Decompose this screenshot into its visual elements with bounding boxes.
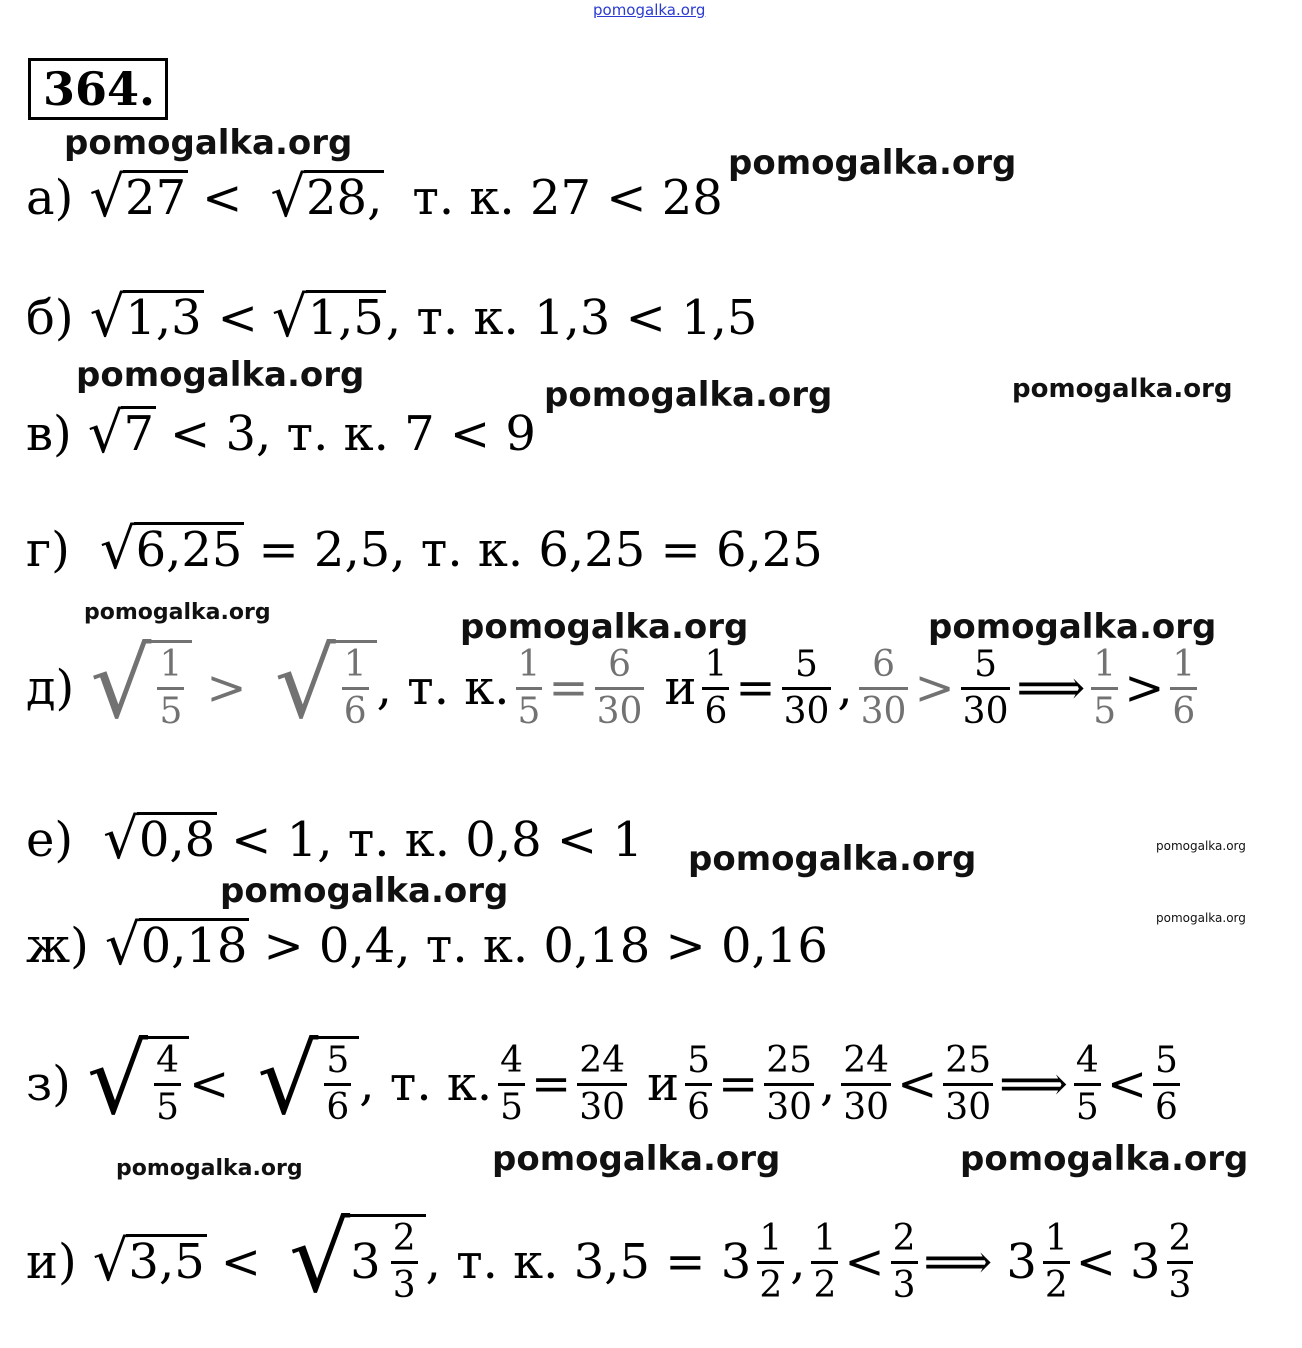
radical-sign: √ [104, 913, 141, 978]
fraction: $\frac{1}{5}$ [159, 644, 183, 732]
radicand: 28, [306, 170, 383, 226]
fraction: $\frac{1}{2}$ [813, 1217, 837, 1306]
operator: = [735, 660, 776, 716]
radical-sign: √ [103, 807, 139, 872]
row-d [26, 628, 1203, 740]
row-label: в) [26, 406, 72, 462]
sqrt-expression [288, 1202, 426, 1314]
operator: > [1124, 660, 1165, 716]
row-label: е) [26, 812, 74, 868]
watermark: pomogalka.org [1156, 911, 1246, 925]
fraction: $\frac{1}{5}$ [1093, 643, 1117, 732]
comma: , [820, 1056, 836, 1112]
radical-sign: √ [274, 628, 336, 740]
whole-part: 3 [1130, 1234, 1161, 1290]
radicand: 1,5 [307, 290, 384, 346]
sqrt-expression [270, 165, 384, 230]
sqrt-expression [99, 517, 245, 582]
fraction: $\frac{24}{30}$ [579, 1039, 626, 1128]
watermark: pomogalka.org [960, 1139, 1249, 1179]
implies-symbol: ⟹ [999, 1056, 1068, 1112]
fraction: $\frac{4}{5}$ [1075, 1039, 1099, 1128]
fraction: $\frac{4}{5}$ [156, 1040, 179, 1128]
operator: < [202, 170, 243, 226]
radical-sign: √ [90, 628, 152, 740]
operator: < [188, 1056, 230, 1112]
implies-symbol: ⟹ [1016, 660, 1086, 716]
operator: < [1075, 1234, 1116, 1290]
radicand: 6,25 [135, 522, 243, 578]
radical-sign: √ [270, 165, 307, 230]
sqrt-expression [271, 285, 386, 350]
fraction: $\frac{5}{6}$ [687, 1039, 710, 1128]
conjunction: и [647, 1056, 680, 1112]
row-label: г) [26, 522, 70, 578]
operator: < [217, 290, 258, 346]
fraction: $\frac{5}{30}$ [962, 643, 1009, 732]
reason-text: , т. к. [359, 1056, 493, 1112]
sqrt-expression [274, 628, 377, 740]
row-label: б) [26, 290, 74, 346]
fraction: $\frac{2}{3}$ [892, 1217, 916, 1306]
row-label: д) [26, 660, 75, 716]
radical-sign: √ [86, 1024, 149, 1136]
radicand: 0,18 [140, 918, 248, 974]
radical-sign: √ [89, 165, 126, 230]
radicand: 3,5 [128, 1234, 205, 1290]
watermark: pomogalka.org [116, 1156, 303, 1181]
watermark: pomogalka.org [76, 355, 365, 395]
radical-sign: √ [271, 285, 308, 350]
comma: , [790, 1234, 806, 1290]
row-v [26, 401, 536, 466]
fraction: $\frac{6}{30}$ [860, 643, 907, 732]
fraction: $\frac{25}{30}$ [766, 1039, 812, 1128]
sqrt-expression [89, 165, 188, 230]
sqrt-expression [87, 401, 156, 466]
reason-text: > 0,4, т. к. 0,18 > 0,16 [263, 918, 828, 974]
fraction: $\frac{5}{6}$ [1155, 1039, 1178, 1128]
watermark: pomogalka.org [492, 1139, 781, 1179]
operator: < [897, 1056, 938, 1112]
operator: = [531, 1056, 572, 1112]
watermark: pomogalka.org [928, 607, 1217, 647]
reason-text: < 3, т. к. 7 < 9 [169, 406, 536, 462]
watermark-top: pomogalka.org [593, 1, 706, 19]
operator: = [548, 660, 589, 716]
fraction: $\frac{4}{5}$ [500, 1039, 524, 1128]
fraction: $\frac{1}{5}$ [517, 643, 541, 732]
comma: , [837, 660, 853, 716]
watermark: pomogalka.org [1156, 839, 1246, 853]
reason-text: , т. к. [376, 660, 510, 716]
fraction: $\frac{24}{30}$ [843, 1039, 890, 1128]
row-label: и) [26, 1234, 77, 1290]
row-zh [26, 913, 828, 978]
radical-sign: √ [257, 1024, 319, 1136]
sqrt-expression [257, 1024, 359, 1136]
operator: = [717, 1056, 759, 1112]
operator: < [844, 1234, 885, 1290]
conjunction: и [664, 660, 697, 716]
reason-text: , т. к. 1,3 < 1,5 [385, 290, 758, 346]
fraction: $\frac{6}{30}$ [596, 643, 643, 732]
row-z [26, 1024, 1186, 1136]
implies-symbol: ⟹ [923, 1234, 993, 1290]
sqrt-expression [86, 1024, 189, 1136]
fraction: $\frac{5}{6}$ [326, 1040, 350, 1128]
operator: > [914, 660, 955, 716]
row-e [26, 807, 643, 872]
radical-sign: √ [99, 517, 136, 582]
row-label: з) [26, 1056, 71, 1112]
watermark: pomogalka.org [84, 600, 271, 625]
watermark: pomogalka.org [688, 839, 977, 879]
fraction: $\frac{1}{6}$ [1172, 643, 1196, 732]
fraction: $\frac{5}{30}$ [783, 643, 830, 732]
sqrt-expression [92, 1229, 207, 1294]
radicand: 0,8 [138, 812, 216, 868]
reason-text: < 1, т. к. 0,8 < 1 [231, 812, 643, 868]
watermark: pomogalka.org [460, 607, 749, 647]
operator: < [220, 1234, 261, 1290]
watermark: pomogalka.org [64, 123, 353, 163]
radicand: 27 [125, 170, 187, 226]
watermark: pomogalka.org [220, 871, 509, 911]
radical-sign: √ [92, 1229, 129, 1294]
fraction: $\frac{2}{3}$ [1168, 1217, 1192, 1306]
watermark: pomogalka.org [544, 375, 833, 415]
fraction: $\frac{1}{2}$ [759, 1217, 783, 1306]
row-label: ж) [26, 918, 89, 974]
fraction: $\frac{25}{30}$ [945, 1039, 992, 1128]
fraction: $\frac{1}{6}$ [704, 643, 728, 732]
exercise-number: 364. [28, 58, 168, 120]
row-g [26, 517, 823, 582]
whole-part: 3 [1006, 1234, 1037, 1290]
reason-text: т. к. 27 < 28 [412, 170, 723, 226]
row-i [26, 1202, 1199, 1314]
operator: < [1106, 1056, 1148, 1112]
reason-text: = 2,5, т. к. 6,25 = 6,25 [258, 522, 823, 578]
row-label: а) [26, 170, 74, 226]
mixed-number: 3 $\frac{2}{3}$ [350, 1218, 416, 1306]
radical-sign: √ [87, 401, 124, 466]
radicand: 1,3 [125, 290, 202, 346]
row-a [26, 165, 723, 230]
sqrt-expression [103, 807, 217, 872]
sqrt-expression [90, 628, 192, 740]
radical-sign: √ [288, 1202, 351, 1314]
radical-sign: √ [89, 285, 126, 350]
radicand: 7 [123, 406, 154, 462]
row-b [26, 285, 758, 350]
watermark: pomogalka.org [1012, 374, 1233, 404]
fraction: $\frac{1}{6}$ [343, 644, 367, 732]
operator: > [206, 660, 247, 716]
fraction: $\frac{1}{2}$ [1044, 1217, 1068, 1306]
watermark: pomogalka.org [728, 143, 1017, 183]
reason-text: , т. к. 3,5 = 3 [425, 1234, 752, 1290]
sqrt-expression [89, 285, 204, 350]
sqrt-expression [104, 913, 250, 978]
